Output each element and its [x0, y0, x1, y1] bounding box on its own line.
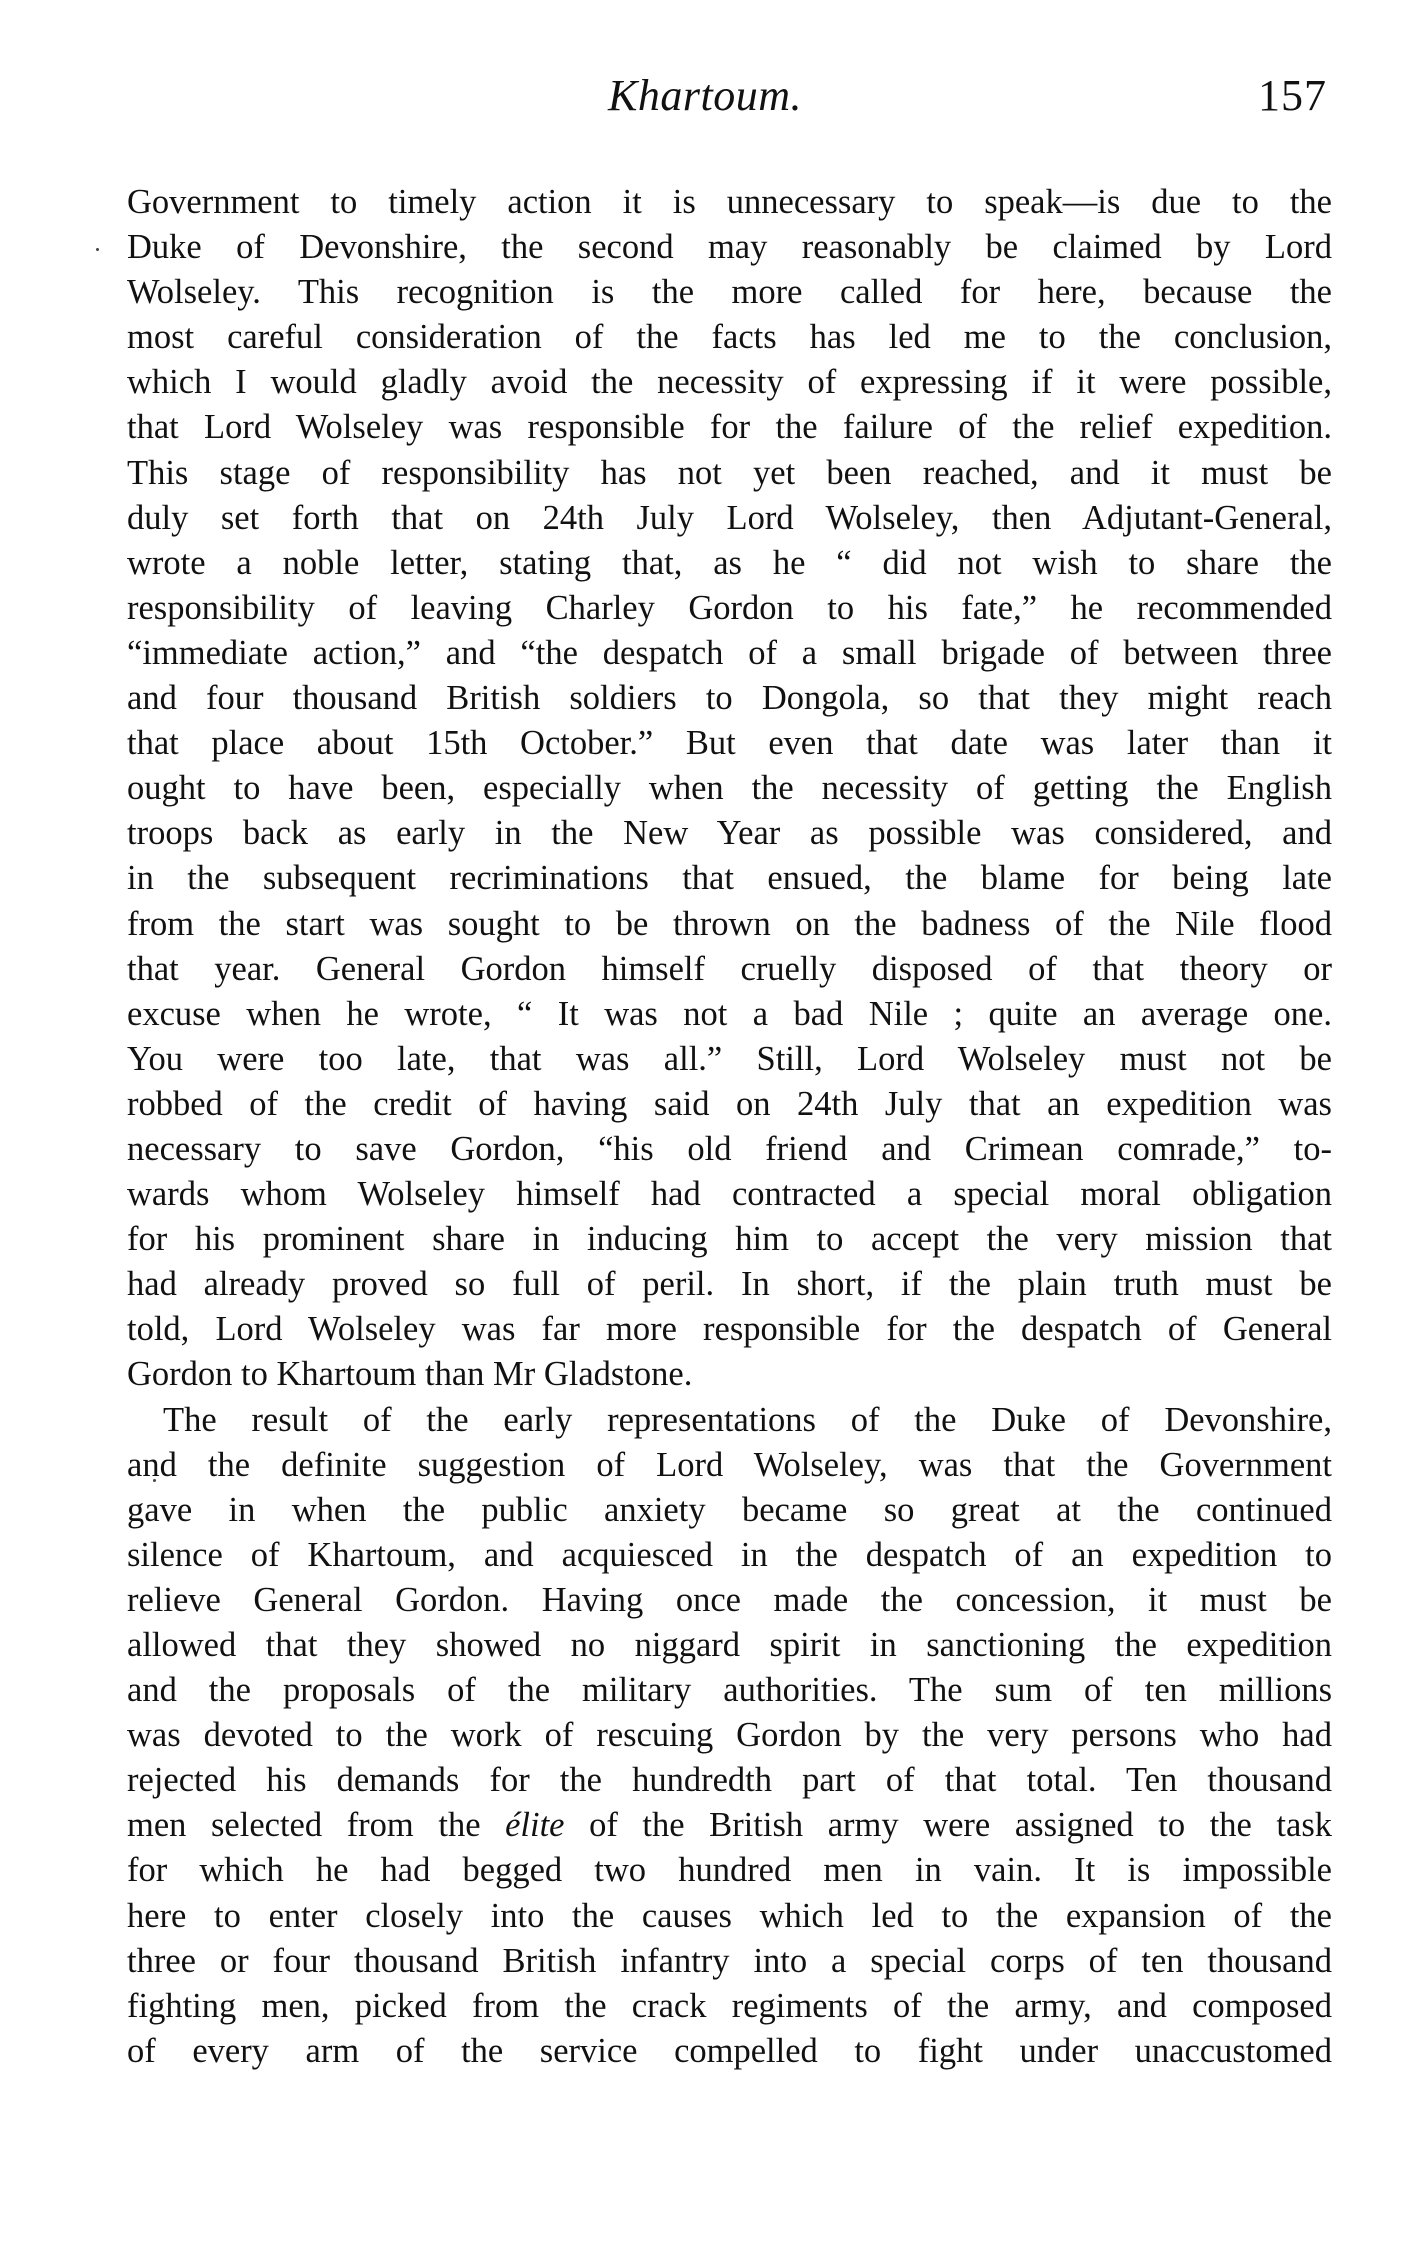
text-line: told, Lord Wolseley was far more responsible for the despatch of General [127, 1310, 1332, 1349]
running-title: Khartoum. [608, 71, 802, 120]
text-line: troops back as early in the New Year as possible was considered, and [127, 814, 1332, 853]
text-line: and the proposals of the military authorities. The sum of ten millions [127, 1671, 1332, 1710]
text-line: men selected from the élite of the British army were assigned to the task [127, 1806, 1332, 1845]
text-line: of every arm of the service compelled to fight under unaccustomed [127, 2031, 1332, 2070]
page-number: 157 [1258, 71, 1327, 120]
text-line: rejected his demands for the hundredth part of that total. Ten thousand [127, 1761, 1332, 1800]
text-line: for which he had begged two hundred men in vain. It is impossible [127, 1851, 1332, 1890]
text-line: was devoted to the work of rescuing Gordon by the very persons who had [127, 1716, 1332, 1755]
text-line: silence of Khartoum, and acquiesced in the despatch of an expedition to [127, 1535, 1332, 1574]
text-line: You were too late, that was all.” Still, Lord Wolseley must not be [127, 1039, 1332, 1078]
text-line: and the definite suggestion of Lord Wolseley, was that the Government [127, 1445, 1332, 1484]
text-line: Duke of Devonshire, the second may reasonably be claimed by Lord [127, 228, 1332, 267]
text-line: most careful consideration of the facts has led me to the conclusion, [127, 318, 1332, 357]
text-line: that year. General Gordon himself cruelly disposed of that theory or [127, 949, 1332, 988]
text-line: fighting men, picked from the crack regiments of the army, and composed [127, 1986, 1332, 2025]
text-line: three or four thousand British infantry into a special corps of ten thousand [127, 1941, 1332, 1980]
text-line: which I would gladly avoid the necessity of expressing if it were possible, [127, 363, 1332, 402]
text-line: excuse when he wrote, “ It was not a bad Nile ; quite an average one. [127, 994, 1332, 1033]
text-line: for his prominent share in inducing him to accept the very mission that [127, 1220, 1332, 1259]
text-line: Gordon to Khartoum than Mr Gladstone. [127, 1355, 693, 1394]
text-line: gave in when the public anxiety became so great at the continued [127, 1490, 1332, 1529]
text-line: This stage of responsibility has not yet been reached, and it must be [127, 453, 1332, 492]
text-line: allowed that they showed no niggard spirit in sanctioning the expedition [127, 1626, 1332, 1664]
text-line: wards whom Wolseley himself had contracted a special moral obligation [127, 1175, 1332, 1214]
text-line: here to enter closely into the causes which led to the expansion of the [127, 1896, 1332, 1935]
text-line: and four thousand British soldiers to Dongola, so that they might reach [127, 679, 1332, 718]
italic-word: élite [505, 1806, 565, 1845]
text-line: wrote a noble letter, stating that, as he “ did not wish to share the [127, 543, 1332, 582]
margin-speck [96, 248, 99, 251]
running-head [0, 70, 1406, 122]
text-line: robbed of the credit of having said on 24th July that an expedition was [127, 1084, 1332, 1123]
text-line: that place about 15th October.” But even that date was later than it [127, 724, 1332, 763]
text-line: duly set forth that on 24th July Lord Wolseley, then Adjutant-General, [127, 498, 1332, 537]
text-line: The result of the early representations of the Duke of Devonshire, [163, 1400, 1332, 1439]
text-line: responsibility of leaving Charley Gordon to his fate,” he recommended [127, 588, 1332, 627]
text-line: that Lord Wolseley was responsible for the failure of the relief expedition. [127, 408, 1332, 447]
paragraph-1 [127, 180, 1332, 1398]
text-line: in the subsequent recriminations that ensued, the blame for being late [127, 859, 1332, 898]
text-line: relieve General Gordon. Having once made the concession, it must be [127, 1580, 1332, 1619]
paragraph-2 [127, 1398, 1332, 2074]
text-line: from the start was sought to be thrown on the badness of the Nile flood [127, 904, 1332, 943]
text-line: “immediate action,” and “the despatch of a small brigade of between three [127, 633, 1332, 672]
text-line: ought to have been, especially when the necessity of getting the English [127, 769, 1332, 808]
text-line: Wolseley. This recognition is the more called for here, because the [127, 273, 1332, 312]
text-line: Government to timely action it is unnecessary to speak—is due to the [127, 183, 1332, 221]
body-text [127, 180, 1332, 2074]
text-line: had already proved so full of peril. In short, if the plain truth must be [127, 1265, 1332, 1304]
text-line: necessary to save Gordon, “his old friend and Crimean comrade,” to- [127, 1129, 1332, 1168]
